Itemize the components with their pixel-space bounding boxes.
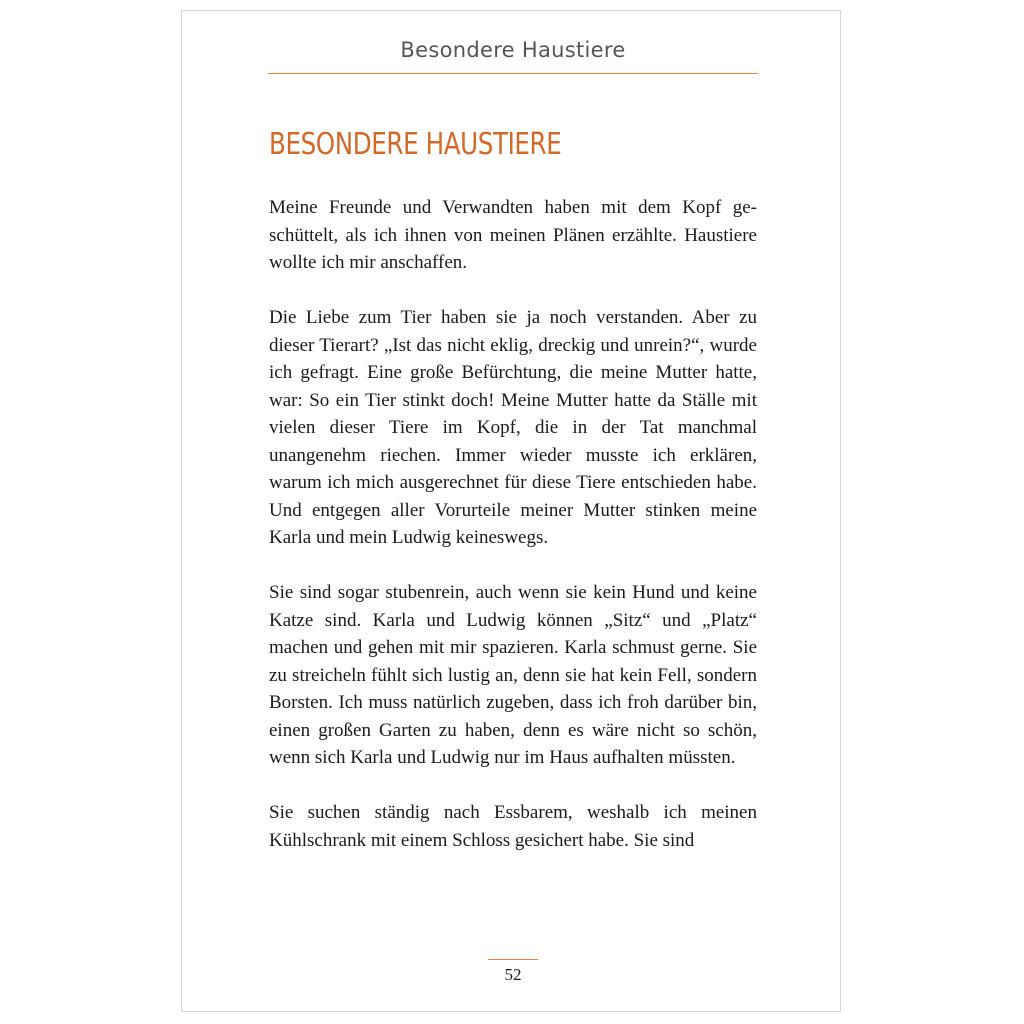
- paragraph-3: Sie sind sogar stubenrein, auch wenn sie kein Hund und keine Katze sind. Karla und Ludwig können „Sitz“ und „Platz“ machen und gehen mit mir spazieren. Karla schmust gerne. Sie zu streicheln fühlt sich lustig an, denn sie hat kein Fell, sondern Borsten. Ich muss natürlich zugeben, dass ich froh darüber bin, einen großen Garten zu haben, denn es wäre nicht so schön, wenn sich Karla und Ludwig nur im Haus aufhalten müssten.: [269, 582, 757, 768]
- running-header: Besondere Haustiere: [400, 38, 626, 62]
- body-text: [269, 194, 757, 882]
- paragraph-1: Meine Freunde und Verwandten haben mit dem Kopf geschüttelt, als ich ihnen von meinen Plänen erzählte. Haustiere wollte ich mir anschaffen.: [269, 197, 757, 273]
- paragraph-2: Die Liebe zum Tier haben sie ja noch verstanden. Aber zu dieser Tierart? „Ist das nicht eklig, dreckig und unrein?“, wurde ich gefragt. Eine große Befürchtung, die meine Mutter hatte, war: So ein Tier stinkt doch! Meine Mutter hatte da Ställe mit vielen dieser Tiere im Kopf, die in der Tat manchmal unangenehm riechen. Immer wieder musste ich erklären, warum ich mich ausgerechnet für diese Tiere entschieden habe. Und entgegen aller Vorurteile meiner Mutter stinken meine Karla und mein Ludwig keineswegs.: [269, 307, 757, 548]
- chapter-title: BESONDERE HAUSTIERE: [269, 127, 562, 162]
- book-page: [181, 10, 841, 1012]
- paragraph-4: Sie suchen ständig nach Essbarem, weshalb ich meinen Kühlschrank mit einem Schloss gesichert habe. Sie sind: [269, 802, 757, 851]
- page-number: 52: [504, 965, 522, 984]
- header-rule: [268, 73, 758, 74]
- footer-rule: [488, 959, 538, 960]
